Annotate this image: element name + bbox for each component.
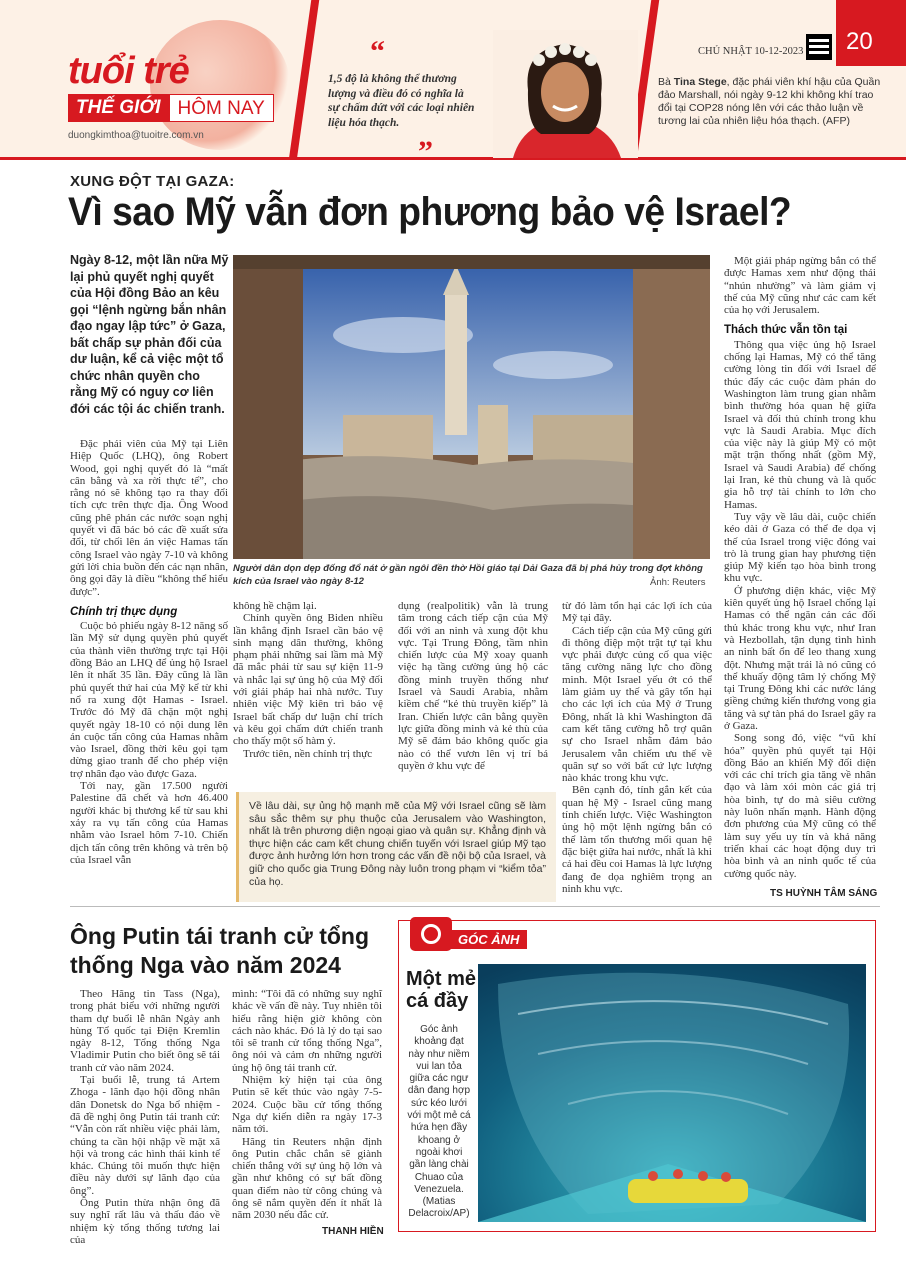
photo-corner-caption: Góc ảnh khoảng đạt này như niềm vui lan tỏa giữa các ngư dân đang hợp sức kéo lưới với một mẻ cá hứa hẹn đầy khoang ở ngoài khơi gần làng chài Chuao của Venezuela. (Matias Delacroix/AP): [407, 1024, 471, 1220]
section-label-b: HÔM NAY: [169, 94, 274, 122]
article2-column-1: [70, 988, 220, 1246]
paragraph: Ở phương diện khác, việc Mỹ kiên quyết ủng hộ Israel chống lại Hamas có thể ngăn cản các đối thủ khác trong khu vực, như Iran và Hezbollah, tận dụng tình hình an ninh bất ổn để leo thang xung đột. Nhưng mặt trái là nó cũng có thể khuấy động tâm lý chống Mỹ tại Trung Đông khi các nước láng giềng chứng kiến thương vong gia tăng và sự tàn phá do Israel gây ra ở Gaza.: [724, 584, 876, 732]
header-quote: 1,5 độ là không thể thương lượng và điều đó có nghĩa là sự chấm dứt với các loại nhiên liệu hóa thạch.: [328, 73, 475, 129]
paragraph: Bên cạnh đó, tính gắn kết của quan hệ Mỹ - Israel cũng mang tính chiến lược. Việc Washington ủng hộ một lệnh ngừng bắn có thể làm tổn thương mối quan hệ đặc biệt giữa hai nước, nhất là khi cả hai đều coi Hamas là lực lượng đang đe dọa nghiêm trọng an ninh khu vực.: [562, 784, 712, 895]
paragraph: Hãng tin Reuters nhận định ông Putin chắc chắn sẽ giành chiến thắng với sự ủng hộ lớn và gần như không có sự bất đồng quan điểm nào từ công chúng và ông sẽ nắm quyền đến ít nhất là năm 2030 nếu đắc cử.: [232, 1135, 382, 1222]
column-1: [70, 438, 228, 866]
column-4: [562, 600, 712, 895]
paragraph: mình: “Tôi đã có những suy nghĩ khác về vấn đề này. Tuy nhiên tôi hiểu rằng hiện giờ không còn cách nào khác. Đó là lý do tại sao tôi sẽ tranh cử tổng thống Nga”, ông nói và cảm ơn những người ủng hộ ông tái tranh cử.: [232, 988, 382, 1074]
paragraph: Đặc phái viên của Mỹ tại Liên Hiệp Quốc (LHQ), ông Robert Wood, gọi nghị quyết đó là “mất cân bằng và xa rời thực tế”, cho rằng nó sẽ không tạo ra thay đổi tích cực trên thực địa. Ông Wood cũng phê phán các nước soạn nghị quyết vì đã bác bỏ các đề xuất sửa đổi, từ chối lên án việc Hamas tấn công Israel vào ngày 7-10 và không gửi lời chia buồn đến các nạn nhân, ông gọi đây là điều “không thể hiểu được”.: [70, 438, 228, 598]
photo-caption: [233, 563, 706, 588]
paragraph: Song song đó, việc “vũ khí hóa” quyền phủ quyết tại Hội đồng Bảo an khiến Mỹ đối diện với các chỉ trích gia tăng về nhân đạo và làm xói mòn các giá trị hòa bình, tự do mà siêu cường này luôn nhấn mạnh. Hành động đơn phương của Mỹ cũng có thể làm suy yếu uy tín và khả năng triển khai các hoạt động duy trì hòa bình và an ninh quốc tế của cường quốc này.: [724, 732, 876, 880]
photo-corner-title: Một mẻ cá đầy: [406, 968, 476, 1012]
lead-paragraph: Ngày 8-12, một lần nữa Mỹ lại phủ quyết nghị quyết của Hội đồng Bảo an kêu gọi “lệnh ngừng bắn nhân đạo ngay lập tức” ở Gaza, bất chấp sự phản đối của dư luận, kể cả việc một tổ chức nhân quyền cho rằng Mỹ có nguy cơ liên đới các tội ác chiến tranh.: [70, 253, 229, 416]
paragraph: Tại buổi lễ, trung tá Artem Zhoga - lãnh đạo hội đồng nhân dân Donetsk do Nga bổ nhiệm - đã đề nghị ông Putin tái tranh cử: “Vẫn còn rất nhiều việc phải làm, chúng ta cần hội nhập về mặt xã hội và trong các hình thái kinh tế khác. Chúng tôi muốn thực hiện điều này dưới sự lãnh đạo của ông”.: [70, 1074, 220, 1197]
section-divider: [70, 906, 880, 907]
column-5: [724, 255, 876, 880]
portrait-photo: [493, 30, 638, 158]
logo: [68, 52, 288, 141]
page-number: 20: [846, 28, 873, 55]
caption-text: , đặc phái viên khí hậu của Quần đảo Marshall, nói ngày 9-12 khi không khí trao đổi tại COP28 nóng lên với các thảo luận về tương lai của nhiên liệu hóa thạch. (AFP): [658, 76, 881, 127]
quote-open-icon: “: [370, 35, 385, 68]
headline-2: Ông Putin tái tranh cử tổng thống Nga vào năm 2024: [70, 923, 370, 978]
photo-credit: Ảnh: Reuters: [650, 577, 706, 588]
caption-name: Tina Stege: [673, 76, 727, 88]
paragraph: Thông qua việc ủng hộ Israel chống lại Hamas, Mỹ có thể tăng cường lòng tin đối với Israel để thúc đẩy các cuộc đàm phán do Washington làm trung gian nhằm bình thường hóa quan hệ giữa Israel và đối thủ chính trong khu vực là Saudi Arabia. Mục đích của việc này là giúp Mỹ có một mặt trận thống nhất (gồm Mỹ, Israel và Saudi Arabia) để chống lại Iran, kẻ thù chung và là quốc gia hỗ trợ tài chính to lớn cho Hamas.: [724, 338, 876, 511]
paragraph: Ông Putin thừa nhận ông đã suy nghĩ rất lâu và thấu đáo về nhiệm kỳ tổng thống tương lai của: [70, 1197, 220, 1246]
paragraph: Tuy vậy về lâu dài, cuộc chiến kéo dài ở Gaza có thể đe dọa vị thế của Israel trong việc đóng vai trò là trung gian hay phương tiện giúp Mỹ kiến tạo hòa bình trong khu vực.: [724, 510, 876, 585]
article2-column-2: [232, 988, 382, 1222]
column-3: [398, 600, 548, 772]
paragraph: Chính quyền ông Biden nhiều lần khẳng định Israel cần bảo vệ sinh mạng dân thường, không phạm phải những sai lầm mà Mỹ đã mắc phải từ sau sự kiện 11-9 và nhắc lại sự ủng hộ của Mỹ đối với giải pháp hai nhà nước. Tuy nhiên việc Mỹ kiên trì bảo vệ Israel bất chấp dư luận chỉ trích và kêu gọi chấm dứt chiến tranh cho thấy một số hàm ý.: [233, 612, 383, 748]
paragraph: Cuộc bỏ phiếu ngày 8-12 năng số lần Mỹ sử dụng quyền phủ quyết của thành viên thường trực tại Hội đồng Bảo an LHQ để ủng hộ Israel lên ít nhất 35 lần. Đây cũng là lần phủ quyết thứ hai của Mỹ kể từ khi nổ ra xung đột Hamas - Israel. Trước đó Mỹ đã chặn một nghị quyết ngày 18-10 có nội dung lên án cuộc tấn công của Hamas nhằm vào Israel, đồng thời kêu gọi tạm dừng giao tranh để cho phép viện trợ nhân đạo vào được Gaza.: [70, 620, 228, 780]
paragraph: Theo Hãng tin Tass (Nga), trong phát biểu với những người tham dự buổi lễ nhân Ngày anh hùng Tổ quốc tại Điện Kremlin ngày 8-12, Tổng thống Nga Vladimir Putin cho biết ông sẽ tái tranh cử vào năm 2024.: [70, 988, 220, 1074]
camera-icon: [410, 917, 452, 951]
pull-quote-box: [236, 792, 556, 902]
paragraph: Cách tiếp cận của Mỹ cũng gửi đi thông điệp một trật tự tại khu vực phải được củng cố qua việc tăng cường năng lực cho đồng minh. Một Israel yếu ớt có thể làm giảm uy thế và gây tổn hại cho các lợi ích của Mỹ ở Trung Đông, nhất là khi Washington đã cam kết tăng cường hỗ trợ quân sự cho Israel nhằm đảm bảo Jerusalem vẫn chiếm ưu thế về quân sự so với bất cứ lực lượng nào khác trong khu vực.: [562, 624, 712, 785]
paragraph: Nhiệm kỳ hiện tại của ông Putin sẽ kết thúc vào ngày 7-5-2024. Cuộc bầu cử tổng thống Nga dự kiến diễn ra ngày 17-3 năm tới.: [232, 1074, 382, 1136]
caption-prefix: Bà: [658, 76, 674, 88]
main-photo: [233, 255, 710, 559]
byline-2: THANH HIỀN: [322, 1226, 384, 1237]
subheading: Chính trị thực dụng: [70, 605, 178, 618]
photo-caption-text: Người dân dọn dẹp đống đổ nát ở gần ngôi đền thờ Hồi giáo tại Dải Gaza đã bị phá hủy trong đợt không kích của Israel vào ngày 8-12: [233, 563, 703, 587]
portrait-caption: [658, 76, 890, 128]
column-2: [233, 600, 383, 760]
kicker: XUNG ĐỘT TẠI GAZA:: [70, 173, 235, 190]
paragraph: Một giải pháp ngừng bắn có thể được Hamas xem như động thái “nhún nhường” và làm giảm vị thế của Mỹ cũng như các cam kết của họ với Jerusalem.: [724, 255, 876, 317]
qr-code-icon[interactable]: [806, 34, 832, 60]
section-label-a: THẾ GIỚI: [68, 94, 169, 122]
logo-text: tuổi trẻ: [68, 50, 189, 92]
photo-corner-label: GÓC ẢNH: [450, 930, 527, 949]
author-email: duongkimthoa@tuoitre.com.vn: [68, 130, 204, 141]
pull-quote-text: Về lâu dài, sự ủng hộ mạnh mẽ của Mỹ với Israel cũng sẽ làm sâu sắc thêm sự phụ thuộc của Jerusalem vào Washington, nhất là trên phương diện ngoại giao và quân sự. Khẳng định và thực hiện các cam kết chung chiến tuyến với Israel giúp Mỹ tạo được ảnh hưởng lớn hơn trong các vấn đề nội bộ của Israel, và giữ cho quốc gia Trung Đông này luôn trong phạm vi “kiểm tỏa” của họ.: [249, 800, 546, 888]
byline: TS HUỲNH TÂM SÁNG: [770, 888, 878, 899]
paragraph: từ đó làm tổn hại các lợi ích của Mỹ tại đây.: [562, 600, 712, 625]
quote-close-icon: ”: [418, 135, 433, 168]
issue-date: CHỦ NHẬT 10-12-2023: [698, 46, 804, 57]
paragraph: không hề chậm lại.: [233, 600, 317, 612]
fishing-photo: [478, 964, 866, 1222]
paragraph: Trước tiên, nền chính trị thực: [243, 747, 373, 760]
headline: Vì sao Mỹ vẫn đơn phương bảo vệ Israel?: [68, 190, 792, 234]
subheading: Thách thức vẫn tồn tại: [724, 324, 848, 337]
paragraph: Tới nay, gần 17.500 người Palestine đã chết và hơn 46.400 người khác bị thương kể từ sau khi xảy ra vụ tấn công của Hamas nhằm vào Israel hôm 7-10. Chiến dịch tấn công trên không và trên bộ của Israel vẫn: [70, 780, 228, 866]
paragraph: dụng (realpolitik) vẫn là trung tâm trong cách tiếp cận của Mỹ đối với an ninh và xung đột khu vực. Tại Trung Đông, tầm nhìn chiến lược của Mỹ xoay quanh việc hạ tầng cường ủng hộ các đồng minh truyền thống như Israel và Saudi Arabia, nhằm kiềm chế “kẻ thù truyền kiếp” là Iran. Chiến lược cân bằng quyền lực giữa đồng minh và kẻ thù của Mỹ sẽ đảm bảo không quốc gia nào có thể vươn lên vị trí bá quyền ở khu vực để: [398, 600, 548, 772]
